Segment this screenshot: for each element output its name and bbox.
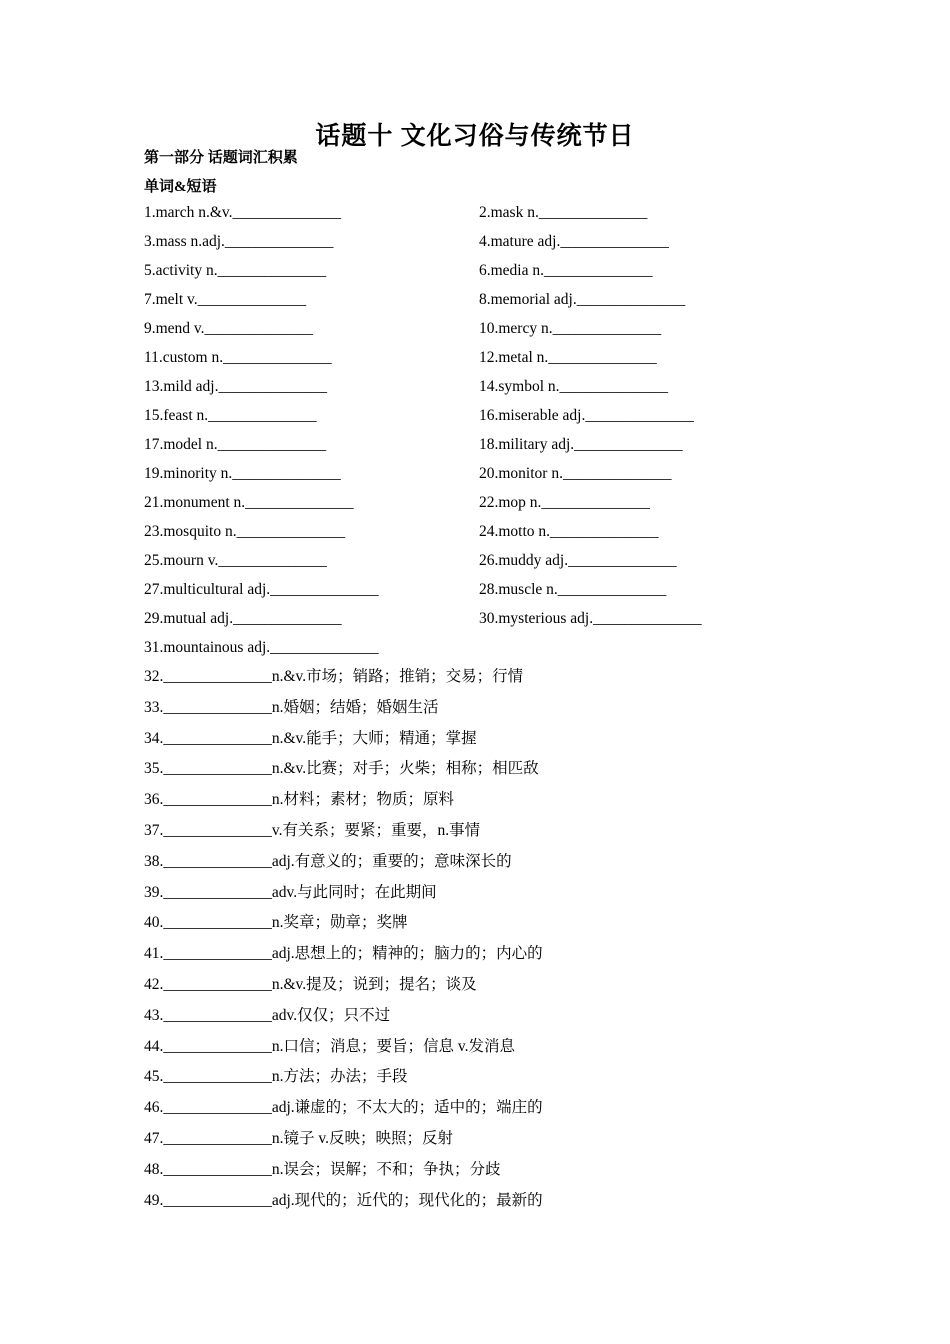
vocab-item-right: 2.mask n.______________ xyxy=(479,204,648,221)
vocab-item-left: 7.melt v.______________ xyxy=(144,291,307,308)
vocab-item-right: 14.symbol n.______________ xyxy=(479,378,669,395)
section-heading-part-one: 第一部分 话题词汇积累 xyxy=(144,150,298,166)
fill-in-item: 46.______________adj.谦虚的；不太大的；适中的；端庄的 xyxy=(144,1099,543,1117)
vocab-item-left: 3.mass n.adj.______________ xyxy=(144,233,334,250)
vocab-item-right: 22.mop n.______________ xyxy=(479,494,650,511)
vocab-row xyxy=(144,232,844,261)
vocab-row xyxy=(144,261,844,290)
fill-in-item: 47.______________n.镜子 v.反映；映照；反射 xyxy=(144,1129,453,1147)
vocab-row xyxy=(144,551,844,580)
section-heading-words-phrases: 单词&短语 xyxy=(144,179,217,195)
fill-in-item: 42.______________n.&v.提及；说到；提名；谈及 xyxy=(144,975,477,993)
vocab-item-right: 4.mature adj.______________ xyxy=(479,233,669,250)
vocab-item-right: 8.memorial adj.______________ xyxy=(479,291,686,308)
vocab-item-left: 11.custom n.______________ xyxy=(144,349,332,366)
vocab-item-right xyxy=(479,638,839,667)
vocab-row xyxy=(144,580,844,609)
fill-in-item: 49.______________adj.现代的；近代的；现代化的；最新的 xyxy=(144,1191,543,1209)
fill-in-item: 40.______________n.奖章；勋章；奖牌 xyxy=(144,914,408,932)
vocab-row xyxy=(144,609,844,638)
fill-in-item: 37.______________v.有关系；要紧；重要，n.事情 xyxy=(144,821,481,839)
vocab-row xyxy=(144,377,844,406)
fill-in-item: 36.______________n.材料；素材；物质；原料 xyxy=(144,791,455,809)
fill-in-item: 38.______________adj.有意义的；重要的；意味深长的 xyxy=(144,852,512,870)
vocab-item-left: 15.feast n.______________ xyxy=(144,407,317,424)
fill-in-item: 39.______________adv.与此同时；在此期间 xyxy=(144,883,437,901)
vocab-row xyxy=(144,522,844,551)
vocab-item-right: 16.miserable adj.______________ xyxy=(479,407,694,424)
vocab-item-left: 23.mosquito n.______________ xyxy=(144,523,346,540)
vocab-item-right: 12.metal n.______________ xyxy=(479,349,657,366)
vocab-item-right: 18.military adj.______________ xyxy=(479,436,683,453)
vocab-item-right: 10.mercy n.______________ xyxy=(479,320,662,337)
vocab-item-left: 9.mend v.______________ xyxy=(144,320,314,337)
vocab-item-left: 27.multicultural adj.______________ xyxy=(144,581,379,598)
vocab-item-right: 28.muscle n.______________ xyxy=(479,581,667,598)
vocab-row xyxy=(144,203,844,232)
fill-in-item: 35.______________n.&v.比赛；对手；火柴；相称；相匹敌 xyxy=(144,760,539,778)
fill-in-item: 41.______________adj.思想上的；精神的；脑力的；内心的 xyxy=(144,945,543,963)
vocab-item-left: 31.mountainous adj.______________ xyxy=(144,639,379,656)
vocab-item-left: 5.activity n.______________ xyxy=(144,262,327,279)
fill-in-item: 43.______________adv.仅仅；只不过 xyxy=(144,1006,391,1024)
fill-in-item: 33.______________n.婚姻；结婚；婚姻生活 xyxy=(144,698,439,716)
fill-in-item: 48.______________n.误会；误解；不和；争执；分歧 xyxy=(144,1160,501,1178)
fill-in-item: 44.______________n.口信；消息；要旨；信息 v.发消息 xyxy=(144,1037,515,1055)
vocab-row xyxy=(144,406,844,435)
vocab-row xyxy=(144,493,844,522)
vocabulary-two-column-list xyxy=(144,203,844,667)
page-title: 话题十 文化习俗与传统节日 xyxy=(315,123,635,150)
vocab-row xyxy=(144,464,844,493)
vocab-row xyxy=(144,319,844,348)
fill-in-item: 34.______________n.&v.能手；大师；精通；掌握 xyxy=(144,729,477,747)
fill-in-item: 45.______________n.方法；办法；手段 xyxy=(144,1068,408,1086)
vocab-item-right: 20.monitor n.______________ xyxy=(479,465,672,482)
vocab-item-right: 24.motto n.______________ xyxy=(479,523,659,540)
vocab-item-left: 29.mutual adj.______________ xyxy=(144,610,342,627)
vocab-item-right: 30.mysterious adj.______________ xyxy=(479,610,702,627)
vocab-item-left: 25.mourn v.______________ xyxy=(144,552,327,569)
vocab-item-left: 13.mild adj.______________ xyxy=(144,378,327,395)
vocab-row xyxy=(144,290,844,319)
vocab-item-right: 26.muddy adj.______________ xyxy=(479,552,677,569)
vocab-row xyxy=(144,435,844,464)
vocab-item-left: 17.model n.______________ xyxy=(144,436,327,453)
vocab-item-left: 19.minority n.______________ xyxy=(144,465,341,482)
vocabulary-fill-in-list xyxy=(144,667,844,1221)
fill-in-item: 32.______________n.&v.市场；销路；推销；交易；行情 xyxy=(144,668,524,685)
vocab-item-right: 6.media n.______________ xyxy=(479,262,653,279)
vocab-item-left: 21.monument n.______________ xyxy=(144,494,354,511)
vocab-row xyxy=(144,348,844,377)
vocab-item-left: 1.march n.&v.______________ xyxy=(144,204,342,221)
vocab-row xyxy=(144,638,844,667)
